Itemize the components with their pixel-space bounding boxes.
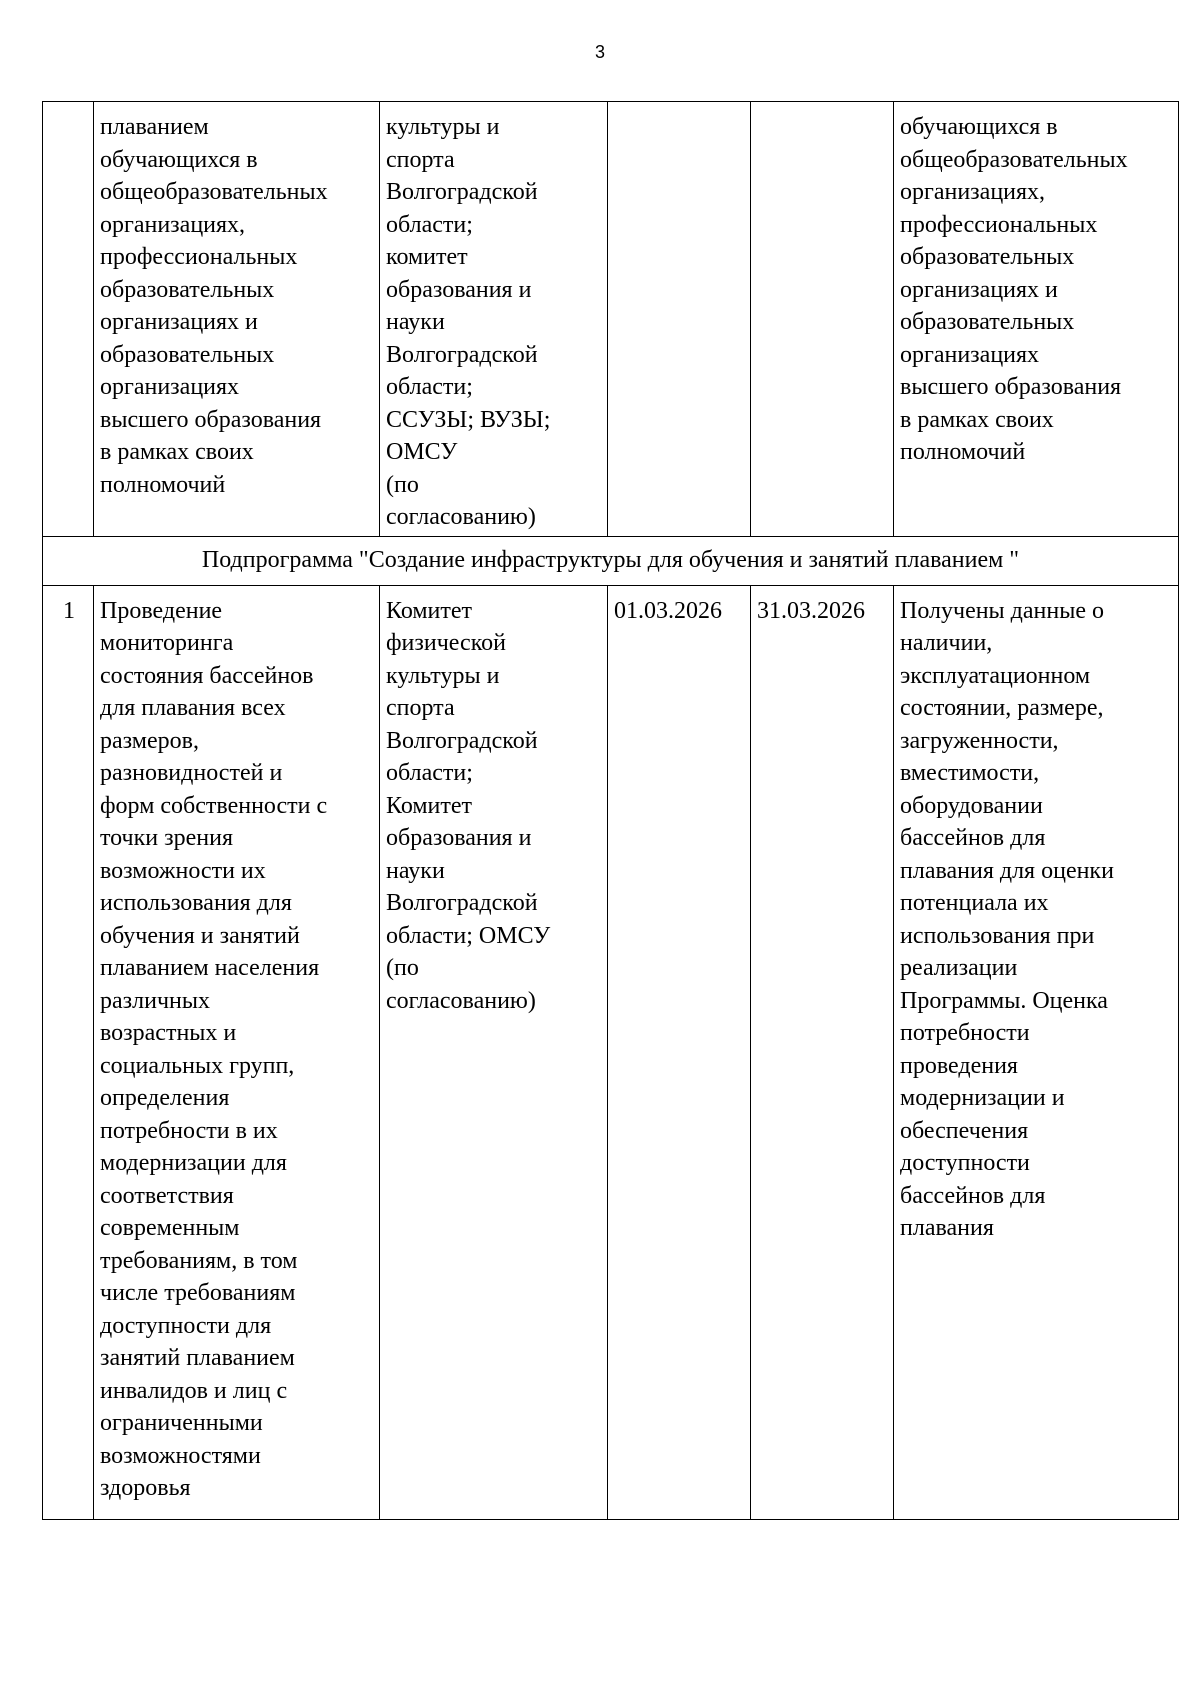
subprogram-title: Подпрограмма "Создание инфраструктуры для обучения и занятий плаванием " <box>43 536 1179 585</box>
start-date-cell: 01.03.2026 <box>608 585 751 1519</box>
responsible-executor-cell: Комитет физической культуры и спорта Волгоградской области; Комитет образования и науки Волгоградской области; ОМСУ (по согласованию) <box>380 585 608 1519</box>
responsible-executor-cell: культуры и спорта Волгоградской области; комитет образования и науки Волгоградской области; ССУЗЫ; ВУЗЫ; ОМСУ (по согласованию) <box>380 102 608 537</box>
table-row-subprogram <box>43 536 1179 585</box>
table-row-item-1 <box>43 585 1179 1519</box>
activity-description-cell: Проведение мониторинга состояния бассейнов для плавания всех размеров, разновидностей и форм собственности с точки зрения возможности их использования для обучения и занятий плаванием населения различных возрастных и социальных групп, определения потребности в их модернизации для соответствия современным требованиям, в том числе требованиям доступности для занятий плаванием инвалидов и лиц с ограниченными возможностями здоровья <box>94 585 380 1519</box>
activity-description-cell: плаванием обучающихся в общеобразовательных организациях, профессиональных образовательных организациях и образовательных организациях высшего образования в рамках своих полномочий <box>94 102 380 537</box>
start-date-cell <box>608 102 751 537</box>
expected-result-cell: обучающихся в общеобразовательных организациях, профессиональных образовательных организациях и образовательных организациях высшего образования в рамках своих полномочий <box>894 102 1179 537</box>
expected-result-cell: Получены данные о наличии, эксплуатационном состоянии, размере, загруженности, вместимости, оборудовании бассейнов для плавания для оценки потенциала их использования при реализации Программы. Оценка потребности проведения модернизации и обеспечения доступности бассейнов для плавания <box>894 585 1179 1519</box>
table-row-continuation <box>43 102 1179 537</box>
end-date-cell: 31.03.2026 <box>751 585 894 1519</box>
program-activities-table <box>42 101 1179 1520</box>
page-number: 3 <box>594 42 605 62</box>
row-number-cell: 1 <box>43 585 94 1519</box>
end-date-cell <box>751 102 894 537</box>
row-number-cell <box>43 102 94 537</box>
